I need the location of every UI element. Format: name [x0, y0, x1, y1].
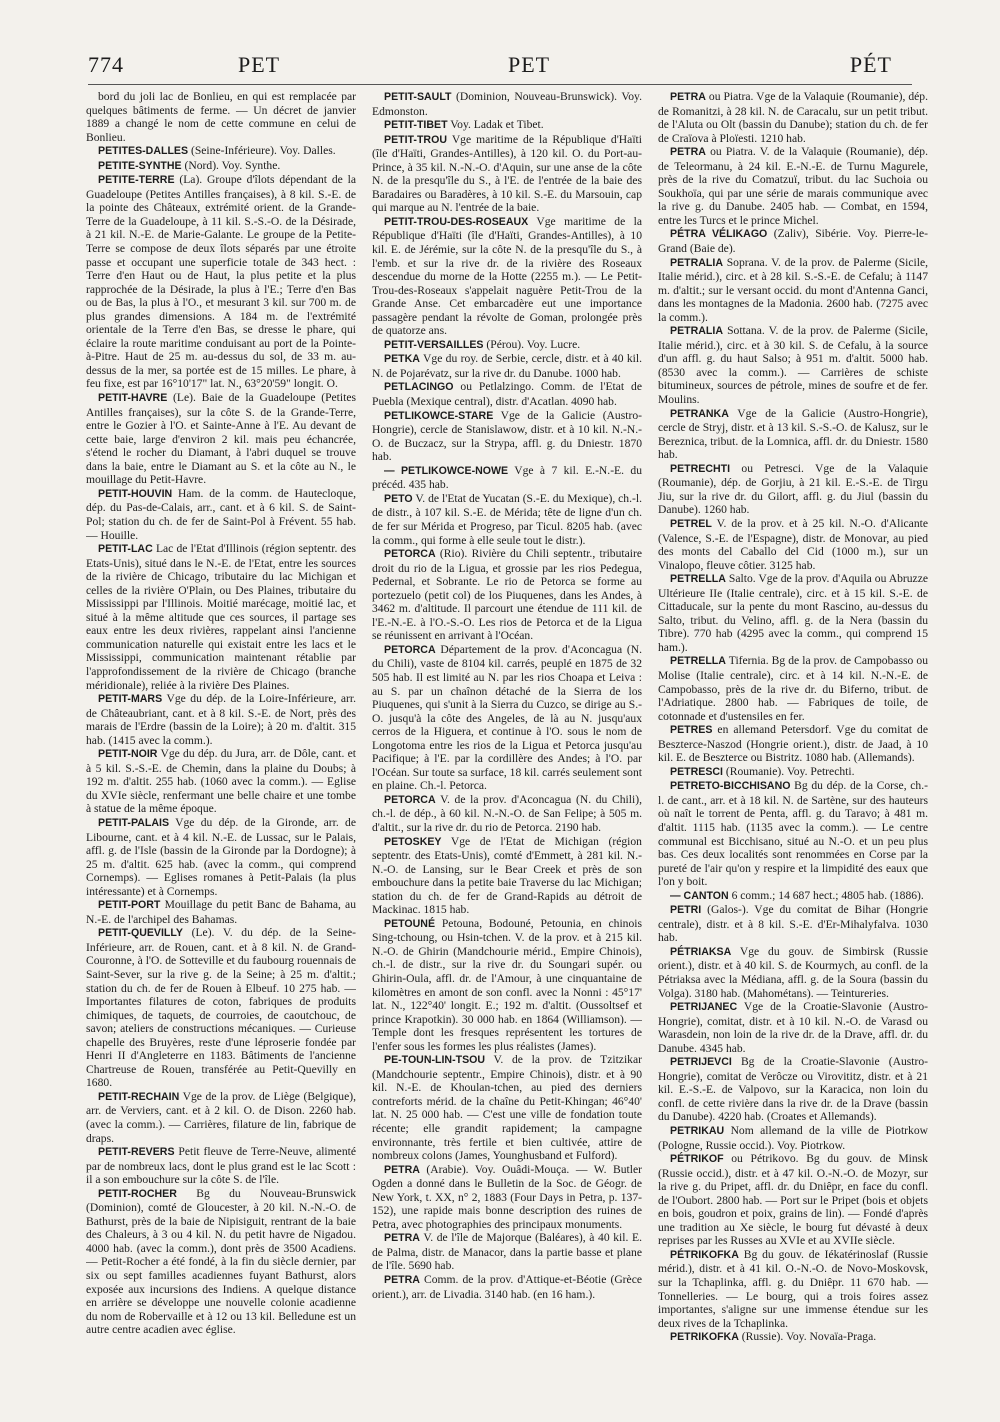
dictionary-entry: [372, 215, 642, 338]
dictionary-entry: [658, 723, 928, 765]
dictionary-entry: [372, 1231, 642, 1273]
entry-headword: — CANTON: [670, 889, 729, 902]
entry-text: Lac de l'Etat d'Illinois (région septentr. des Etats-Unis), situé dans le N.-E. de l'Etat, entre les sources de la rivière de Chicago, tributaire du lac Michigan et celles de la rivière O'Plain, ou Des Plaines, tributaire du Mississippi par l'Illinois. Moitié marécage, moitié lac, et situé à la même altitude que ces sources, il partage ses eaux entre les deux rivières, rappelant ainsi l'ancienne communication naturelle qui existait entre les lacs et le Mississippi, communication maintenant rétablie par l'approfondissement de la rivière de Chicago (branche méridionale), reliée à la rivière Des Plaines.: [86, 542, 356, 692]
entry-headword: PETIT-ROCHER: [98, 1187, 177, 1200]
entry-headword: PETORCA: [384, 548, 436, 561]
entry-headword: PETO: [384, 492, 413, 505]
dictionary-entry: [372, 547, 642, 643]
dictionary-entry: [658, 572, 928, 654]
entry-text: Bg de la Croatie-Slavonie (Austro-Hongrie), comitat de Verôcze ou Virovititz, distr. et à 21 kil. E.-S.-E. de Valpovo, sur la Karacica, non loin du confl. de cette rivière dans la rive dr. de la Drave (bassin du Danube). 4220 hab. (Croates et Allemands).: [658, 1055, 928, 1124]
dictionary-entry: [86, 159, 356, 174]
entry-headword: PETRA: [384, 1232, 420, 1245]
entry-headword: PÉTRIKOF: [670, 1153, 724, 1166]
entry-headword: PETIT-SAULT: [384, 91, 452, 103]
entry-text: (Pérou). Voy. Lucre.: [486, 337, 581, 351]
dictionary-entry: [658, 1000, 928, 1055]
dictionary-entry: [658, 256, 928, 325]
entry-text: Vge à 7 kil. E.-N.-E. du précéd. 435 hab.: [372, 463, 642, 492]
entry-text: Tifernia. Bg de la prov. de Campobasso ou Molise (Italie centrale), circ. et à 14 kil. N.-N.-E. de Campobasso, près de la rive dr. du Biferno, tribut. de l'Adriatique. 2800 hab. — Fabriques de toile, de cotonnade et d'ustensiles en fer.: [658, 654, 928, 723]
dictionary-entry: [372, 380, 642, 408]
page-number: 774: [88, 52, 124, 77]
running-head-right: PÉT: [849, 52, 892, 77]
dictionary-entry: [86, 816, 356, 898]
entry-text: (Nord). Voy. Synthe.: [184, 158, 281, 172]
running-head-left: PET: [238, 52, 281, 77]
dictionary-entry: [372, 835, 642, 917]
dictionary-entry: [86, 747, 356, 816]
dictionary-entry: [86, 542, 356, 692]
entry-text: Bg du Nouveau-Brunswick (Dominion), comté de Gloucester, à 20 kil. N.-N.-O. de Bathurst, près de la baie de Nipisiguit, rentrant de la baie des Chaleurs, à 3 ou 4 kil. N. du petit havre de Nigadou. 4000 hab. (avec la comm.), dont près de 3500 Acadiens. — Petit-Rocher a été fondé, à la fin du siècle dernier, par six ou sept familles acadiennes fuyant Bathurst, alors exposée aux incursions des Indiens. A quelque distance en arrière se développe une nouvelle colonie acadienne du nom de Robervaille et à 12 ou 13 kil. Belledune est un autre centre acadien avec église.: [86, 1186, 356, 1337]
entry-headword: PETIT-LAC: [98, 543, 153, 556]
entry-headword: PETKA: [384, 353, 420, 366]
entry-headword: PETRECHTI: [670, 462, 731, 475]
entry-text: Vge de la Galicie (Austro-Hongrie), cercle de Stanislawow, distr. et à 10 kil. N.-N.-O. de Buczacz, sur la Strypa, affl. g. du Dniestr. 1870 hab.: [372, 408, 642, 464]
entry-headword: PÉTRIAKSA: [670, 945, 732, 958]
dictionary-entry: [658, 903, 928, 945]
dictionary-entry: [658, 654, 928, 723]
entry-headword: PETIT-HOUVIN: [98, 487, 173, 500]
dictionary-entry: [372, 464, 642, 492]
dictionary-entry: [658, 407, 928, 462]
text-column-1: [86, 90, 356, 1380]
dictionary-entry: [86, 90, 356, 144]
entry-text: ou Piatra. V. de la Valaquie (Roumanie), dép. de Teleormanu, à 24 kil. E.-N.-E. de Turnu Magurele, près de la rive du Comatzuï, tribut. du lac Suchoia ou Soukhoïa, qui par une série de marais communique avec la rive g. du Danube. 2405 hab. — Combat, en 1594, entre les Turcs et le prince Michel.: [658, 145, 928, 227]
entry-headword: PETRANKA: [670, 407, 729, 420]
entry-headword: PETRESCI: [670, 765, 723, 778]
text-column-2: [372, 90, 642, 1380]
entry-headword: PETRIKOFKA: [670, 1331, 739, 1344]
entry-text: Voy. Ladak et Tibet.: [450, 118, 544, 132]
entry-text: Vge du roy. de Serbie, cercle, distr. et à 40 kil. N. de Pojarévatz, sur la rive dr. du Danube. 1000 hab.: [372, 352, 642, 380]
entry-headword: PETIT-TROU-DES-ROSEAUX: [384, 215, 529, 228]
dictionary-entry: [372, 643, 642, 793]
entry-headword: PETRA: [670, 146, 706, 159]
entry-text: Salto. Vge de la prov. d'Aquila ou Abruzze Ultérieure IIe (Italie centrale), circ. et à 15 kil. S.-E. de Cittaducale, sur la pente du mont Rascino, au-dessus du Salto, tribut. du Velino, affl. g. de la Nera (bassin du Tibre). 770 hab (4295 avec la comm., qui comprend 15 ham.).: [658, 572, 928, 654]
entry-text: Vge du dép. de la Loire-Inférieure, arr. de Châteaubriant, cant. et à 8 kil. S.-E. de Nort, près des marais de l'Erdre (bassin de la Loire); à 20 m. d'altit. 315 hab. (1415 avec la comm.).: [86, 692, 356, 747]
entry-headword: PETITE-TERRE: [98, 174, 175, 187]
dictionary-entry: [658, 324, 928, 406]
entry-headword: PETIT-NOIR: [98, 748, 158, 761]
dictionary-entry: [372, 793, 642, 835]
entry-headword: PETIT-TROU: [384, 133, 447, 146]
entry-headword: PETIT-QUEVILLY: [98, 927, 183, 940]
entry-text: Petouna, Bodouné, Petounia, en chinois Sing-tchoung, ou Hsin-tchen. V. de la prov. et à 215 kil. N.-O. de Ghirin (Mandchourie mérid., Empire Chinois), ch.-l. de distr., sur la rive dr. du Soungari supér. ou Ghirin-Oula, affl. dr. de l'Amour, à une cinquantaine de kilomètres en amont de son confl. avec la Nonni : 45°17' lat. N., 122°40' longit. E.; 192 m. d'altit. (Oussoltsef et prince Krapotkin). 30 000 hab. en 1864 (Williamson). — Temple dont les fresques représentent les tortures de l'enfer sous les formes les plus réalistes (James).: [372, 916, 642, 1053]
entry-headword: PETOUNÉ: [384, 917, 436, 930]
entry-text: Soprana. V. de la prov. de Palerme (Sicile, Italie mérid.), circ. et à 28 kil. S.-S.-E. de Cefalu; à 1147 m. d'altit.; sur le versant occid. du mont d'Antenna Ganci, dans les montagnes de la Madonia. 2600 hab. (7275 avec la comm.).: [658, 255, 928, 324]
dictionary-entry: [372, 1163, 642, 1232]
entry-text: Vge de la Galicie (Austro-Hongrie), cercle de Stryj, distr. et à 13 kil. S.-S.-O. de Kalusz, sur le Bereznica, tribut. de la Lomnica, affl. dr. du Dniestr. 1580 hab.: [658, 406, 928, 462]
entry-text: Vge du dép. du Jura, arr. de Dôle, cant. et à 5 kil. S.-S.-E. de Chemin, dans la plaine du Doubs; à 192 m. d'altit. 255 hab. (1060 avec la comm.). — Eglise du XVIe siècle, renfermant une belle chaire et une tombe à statue de la même époque.: [86, 747, 356, 816]
text-column-3: [658, 90, 928, 1380]
dictionary-entry: [372, 917, 642, 1053]
entry-text: (Russie). Voy. Novaïa-Praga.: [741, 1330, 877, 1344]
dictionary-entry: [658, 227, 928, 255]
entry-headword: PETRI: [670, 904, 702, 917]
entry-headword: PETIT-TIBET: [384, 119, 448, 132]
entry-headword: PETRALIA: [670, 256, 723, 269]
entry-text: ou Pétrikovo. Bg du gouv. de Minsk (Russie occid.), distr. et à 47 kil. O.-N.-O. de Mozyr, sur la rive g. du Pripet, affl. dr. du Dniêpr, en face du confl. de l'Oubort. 2800 hab. — Port sur le Pripet (bois et objets en bois, goudron et poix, grains de lin). — Fondé d'après une tradition au Xe siècle, le bourg fut dévasté à deux reprises par les Russes au XVIe et au XVIIe siècle.: [658, 1152, 928, 1248]
entry-text: ou Piatra. Vge de la Valaquie (Roumanie), dép. de Romanitzi, à 28 kil. N. de Caracalu, sur un petit tribut. de l'Aluta ou Olt (bassin du Danube); station du ch. de fer de Craïova à Ploïesti. 1210 hab.: [658, 90, 928, 145]
entry-text: 6 comm.; 14 687 hect.; 4805 hab. (1886).: [731, 888, 924, 902]
entry-text: (Roumanie). Voy. Petrechti.: [725, 764, 855, 778]
entry-headword: PETITES-DALLES: [98, 145, 189, 158]
entry-text: Vge de la Croatie-Slavonie (Austro-Hongrie), comitat, distr. et à 10 kil. N.-O. de Varasd ou Warasdein, non loin de la rive dr. de la Drave, affl. dr. du Danube. 4345 hab.: [658, 1000, 928, 1055]
entry-headword: PETRELLA: [670, 655, 726, 668]
entry-headword: PETIT-PALAIS: [98, 816, 170, 829]
dictionary-entry: [372, 1273, 642, 1301]
entry-headword: PETOSKEY: [384, 835, 442, 848]
dictionary-entry: [86, 487, 356, 542]
entry-text: V. de l'Etat de Yucatan (S.-E. du Mexique), ch.-l. de distr., à 107 kil. S.-E. de Mérida; tête de ligne d'un ch. de fer sur Mérida et Progreso, par Ticul. 8205 hab. (avec la comm., qui forme à elle seule tout le distr.).: [372, 491, 642, 547]
dictionary-entry: [658, 889, 928, 904]
entry-text: (Le). Baie de la Guadeloupe (Petites Antilles françaises), sur la côte S. de la Grande-Terre, entre le Gozier à l'O. et Sainte-Anne à l'E. Au devant de cette baie, large d'environ 2 kil. mais peu échancrée, s'étend le rocher du Diamant, à l'abri duquel se trouve dans la baie, entre le Diamant au S. et la côte au N., le mouillage du Petit-Havre.: [86, 391, 356, 487]
dictionary-entry: [86, 898, 356, 926]
entry-text: (Le). V. du dép. de la Seine-Inférieure, arr. de Rouen, cant. et à 8 kil. N. de Grand-Couronne, à l'O. de Sotteville et du faubourg rouennais de Saint-Sever, sur la rive g. de la Seine; à 25 m. d'altit.; station du ch. de fer de Rouen à Elbeuf. 10 275 hab. — Importantes filatures de coton, fabriques de produits chimiques, de taquets, de courroies, de caoutchouc, de savon; ateliers de constructions mécaniques. — Curieuse chapelle des Bruyères, reste d'une léproserie fondée par Henri II d'Angleterre en 1183. Bâtiments de l'ancienne Chartreuse de Rouen, transférée au Petit-Quevilly en 1680.: [86, 926, 356, 1090]
entry-text: V. de la prov. d'Aconcagua (N. du Chili), ch.-l. de dép., à 60 kil. N.-N.-O. de San Felipe; à 505 m. d'altit., sur la rive dr. du rio de Petorca. 2190 hab.: [372, 792, 642, 834]
dictionary-entry: [86, 173, 356, 391]
entry-text: Petit fleuve de Terre-Neuve, alimenté par de nombreux lacs, dont le plus grand est le lac Scott : il a son embouchure sur la côte S. de l'île.: [86, 1145, 356, 1187]
entry-headword: PETIT-REVERS: [98, 1146, 175, 1159]
dictionary-entry: [372, 409, 642, 464]
entry-text: Vge maritime de la République d'Haïti (île d'Haïti, Grandes-Antilles), à 10 kil. E. de Jérémie, sur la côte N. de la presqu'île du S., à l'emb. et sur la rive dr. de la rivière des Roseaux descendue du morne de la Hotte (2255 m.). — Le Petit-Trou-des-Roseaux s'appelait naguère Petit-Trou de la Grande Anse. Cet embarcadère eut une importance passagère pendant la révolte de Goman, prolongée près de quatorze ans.: [372, 214, 642, 338]
dictionary-entry: [86, 692, 356, 747]
entry-text: Département de la prov. d'Aconcagua (N. du Chili), vaste de 8104 kil. carrés, peuplé en 1875 de 32 505 hab. Il est limité au N. par les rios Choapa et Leiva : au S. par un chaînon détaché de la Sierra de los Piuquenes, qui s'unit à la Sierra du Cuzco, se dirige au S.-O. jusqu'à la côte des Angeles, de là au N. jusqu'aux cerros de la Higuera, et continue à l'O. sous le nom de Longotoma entre les rios de la Ligua et Petorca jusqu'au Pacifique; à l'E. par la cordillère des Andes; à l'O. par l'Océan. Sur toute sa surface, 18 kil. carrés seulement sont en plaine. Ch.-l. Petorca.: [372, 642, 642, 793]
entry-text: Mouillage du petit Banc de Bahama, au N.-E. de l'archipel des Bahamas.: [86, 898, 356, 926]
dictionary-entry: [658, 945, 928, 1000]
entry-headword: PETORCA: [384, 643, 436, 656]
entry-text: bord du joli lac de Bonlieu, en qui est remplacée par quelques bâtiments de ferme. — Un décret de janvier 1889 a changé le nom de cette commune en celui de Bonlieu.: [86, 90, 356, 144]
entry-text: Vge de l'Etat de Michigan (région septentr. des Etats-Unis), comté d'Emmett, à 281 kil. N.-N.-O. de Lansing, sur le Bear Creek et près de son embouchure dans la petite baie Traverse du lac Michigan; station du ch. de fer de Grand-Rapids au détroit de Mackinac. 1815 hab.: [372, 834, 642, 917]
entry-text: ou Petresci. Vge de la Valaquie (Roumanie), dép. de Gorjiu, à 21 kil. E.-S.-E. de Tirgu Jiu, sur la rive dr. du Gilort, affl. g. du Jiul (bassin du Danube). 1260 hab.: [658, 461, 928, 517]
entry-text: (La). Groupe d'îlots dépendant de la Guadeloupe (Petites Antilles françaises), à 8 kil. S.-E. de la pointe des Châteaux, extrémité orient. de la Grande-Terre de la Guadeloupe, à 11 kil. S.-S.-O. de la Désirade, à 21 kil. N.-E. de Marie-Galante. Le groupe de la Petite-Terre se compose de deux îlots séparés par une étroite passe et occupant une superficie totale de 343 hect. : Terre d'en Haut ou de Haut, la plus petite et la plus rapprochée de la Désirade, la plus à l'E.; Terre d'en Bas ou de Bas, la plus à l'O., et mesurant 3 kil. sur 700 m. de plus grandes dimensions. A 184 m. de l'extrémité orientale de la Terre d'en Bas, se dresse le phare, qui éclaire la route maritime conduisant au port de la Pointe-à-Pitre. Haut de 25 m. au-dessus du sol, de 33 m. au-dessus de la mer, sa portée est de 15 milles. Le phare, à feu fixe, est par 16°10'17" lat. N., 63°20'59" longit. O.: [86, 173, 356, 391]
dictionary-entry: [658, 462, 928, 517]
dictionary-entry: [372, 90, 642, 118]
entry-text: Vge de la prov. de Liège (Belgique), arr. de Verviers, cant. et à 2 kil. O. de Dison. 2260 hab. (avec la comm.). — Carrières, filature de lin, fabrique de draps.: [86, 1089, 356, 1145]
entry-text: Bg du gouv. de Iékatérinoslaf (Russie mérid.), distr. et à 41 kil. O.-N.-O. de Novo-Moskovsk, sur la Tchaplinka, affl. g. du Dniêpr. 11 670 hab. — Tonnelleries. — Le bourg, qui a trois foires assez importantes, s'aligne sur une immense étendue sur les deux rives de la Tchaplinka.: [658, 1247, 928, 1330]
entry-headword: PETRA: [384, 1274, 420, 1287]
dictionary-entry: [86, 391, 356, 487]
entry-text: Vge du gouv. de Simbirsk (Russie orient.), distr. et à 40 kil. S. de Kourmych, au confl. de la Pétriaksa avec la Médiana, affl. g. de la Soura (bassin du Volga). 3180 hab. (Mahométans). — Teintureries.: [658, 944, 928, 1000]
entry-text: Comm. de la prov. d'Attique-et-Béotie (Grèce orient.), arr. de Livadia. 3140 hab. (en 16 ham.).: [372, 1273, 642, 1301]
entry-headword: PETIT-MARS: [98, 693, 163, 706]
entry-text: V. de l'île de Majorque (Baléares), à 40 kil. E. de Palma, distr. de Manacor, dans la partie basse et plane de l'île. 5690 hab.: [372, 1231, 642, 1273]
dictionary-entry: [658, 765, 928, 780]
dictionary-entry: [658, 517, 928, 572]
dictionary-entry: [658, 90, 928, 145]
entry-headword: PETIT-VERSAILLES: [384, 338, 484, 351]
entry-headword: PETRIKAU: [670, 1125, 725, 1138]
dictionary-entry: [372, 133, 642, 215]
entry-text: ou Petlalzingo. Comm. de l'Etat de Puebla (Mexique central), distr. d'Acatlan. 4090 hab.: [372, 380, 642, 409]
entry-headword: PETREL: [670, 517, 712, 530]
entry-text: (Rio). Rivière du Chili septentr., tributaire droit du rio de la Ligua, et grossie par les rios Pedegua, Pedernal, et Sobrante. Le rio de Petorca se forme au portezuelo (petit col) de los Piuquenes, dans les Andes, à 3462 m. d'altitude. Il parcourt une étendue de 111 kil. de l'E.-N.-E. à l'O.-S.-O. Les rios de Petorca et de la Ligua se réunissent en arrivant à l'Océan.: [372, 547, 642, 643]
entry-headword: PETRIJANEC: [670, 1001, 738, 1014]
entry-text: V. de la prov. de Tzitzikar (Mandchourie septentr., Empire Chinois), distr. et à 90 kil. N.-E. de Khoulan-tchen, au pied des derniers contreforts mérid. de la chaîne du Petit-Khingan; 46°40' lat. N. 25 000 hab. — C'est une ville de fondation toute récente; elle grandit rapidement; la campagne environnante, très fertile et bien cultivée, attire de nombreux colons (James, Younghusband et Fulford).: [372, 1053, 642, 1163]
dictionary-entry: [86, 1187, 356, 1337]
entry-text: (Arabie). Voy. Ouâdi-Mouça. — W. Butler Ogden a donné dans le Bulletin de la Soc. de Géogr. de New York, t. XX, n° 2, 1883 (Four Days in Petra, p. 137-152), une rapide mais bonne description des ruines de Petra, avec photographies des principaux monuments.: [372, 1162, 642, 1231]
dictionary-entry: [658, 145, 928, 227]
entry-headword: PETLACINGO: [384, 381, 454, 394]
dictionary-entry: [372, 338, 642, 353]
entry-headword: — PETLIKOWCE-NOWE: [384, 464, 509, 477]
entry-text: Bg du dép. de la Corse, ch.-l. de cant., arr. et à 18 kil. N. de Sartène, sur des hauteurs où naît le torrent de Penta, affl. g. du Taravo; à 481 m. d'altit. 1115 hab. (1135 avec la comm.). — Le centre communal est Bicchisano, situé au N.-O. et un peu plus bas. Ces deux localités sont renommées en Corse par la pureté de l'air qu'on y respire et la limpidité des eaux que l'on y boit.: [658, 779, 928, 889]
entry-text: (Seine-Inférieure). Voy. Dalles.: [190, 144, 336, 158]
entry-text: (Galos-). Vge du comitat de Bihar (Hongrie centrale), distr. et à 8 kil. S.-E. d'Er-Mihalyfalva. 1030 hab.: [658, 903, 928, 945]
dictionary-entry: [372, 118, 642, 133]
entry-headword: PETRALIA: [670, 325, 723, 338]
entry-text: (Dominion, Nouveau-Brunswick). Voy. Edmonston.: [372, 90, 642, 118]
entry-text: Sottana. V. de la prov. de Palerme (Sicile, Italie mérid.), circ. et à 30 kil. S. de Cefalu, à la source d'un affl. g. du haut Salso; à 951 m. d'altit. 5000 hab. (8530 avec la comm.). — Carrières de schiste bitumineux, sources de pétrole, mines de soufre et de fer. Moulins.: [658, 324, 928, 407]
entry-headword: PETRA: [670, 91, 706, 103]
entry-headword: PETIT-RECHAIN: [98, 1090, 180, 1103]
entry-text: en allemand Petersdorf. Vge du comitat de Beszterce-Naszod (Hongrie orient.), distr. de Jaad, à 10 kil. E. de Beszterce ou Bistritz. 1080 hab. (Allemands).: [658, 723, 928, 765]
running-head: [88, 48, 912, 85]
dictionary-entry: [86, 926, 356, 1090]
entry-headword: PE-TOUN-LIN-TSOU: [384, 1054, 486, 1067]
dictionary-entry: [658, 779, 928, 888]
entry-headword: PETRES: [670, 724, 713, 737]
running-head-center: PET: [508, 52, 551, 77]
entry-headword: PETRELLA: [670, 573, 726, 586]
entry-headword: PÉTRIKOFKA: [670, 1248, 739, 1261]
dictionary-entry: [658, 1124, 928, 1152]
entry-text: Vge maritime de la République d'Haïti (île d'Haïti, Grandes-Antilles), à 120 kil. O. du Port-au-Prince, à 35 kil. N.-N.-O. d'Aquin, sur une anse de la côte N. de la presqu'île du S., à l'E. de l'entrée de la baie des Baradaires ou Baradères, à 10 kil. S.-E. du Marsouin, cap qui marque au N. l'entrée de la baie.: [372, 132, 642, 215]
dictionary-entry: [86, 144, 356, 159]
entry-text: V. de la prov. et à 25 kil. N.-O. d'Alicante (Valence, S.-E. de l'Espagne), distr. de Monovar, au pied des monts del Caballo del Cid (1000 m.), sur un Vinalopo, fleuve côtier. 3125 hab.: [658, 516, 928, 572]
entry-text: Ham. de la comm. de Hautecloque, dép. du Pas-de-Calais, arr., cant. et à 6 kil. S. de Saint-Pol; station du ch. de fer de Saint-Pol à Frévent. 55 hab. — Houille.: [86, 486, 356, 542]
entry-text: (Zaliv), Sibérie. Voy. Pierre-le-Grand (Baie de).: [658, 227, 928, 256]
entry-headword: PETITE-SYNTHE: [98, 159, 182, 172]
entry-headword: PETIT-PORT: [98, 899, 161, 912]
dictionary-entry: [658, 1055, 928, 1124]
entry-headword: PETRETO-BICCHISANO: [670, 780, 791, 793]
entry-text: Vge du dép. de la Gironde, arr. de Libourne, cant. et à 4 kil. N.-E. de Lussac, sur le Palais, affl. g. de l'Isle (bassin de la Gironde par la Dordogne); à 25 m. d'altit. 625 hab. (avec la comm., qui comprend Cornemps). — Eglises romanes à Petit-Palais (la plus intéressante) et à Cornemps.: [86, 815, 356, 898]
dictionary-entry: [658, 1152, 928, 1248]
entry-headword: PETRA: [384, 1163, 420, 1176]
dictionary-entry: [86, 1090, 356, 1145]
entry-headword: PETIT-HAVRE: [98, 392, 168, 405]
dictionary-entry: [658, 1248, 928, 1330]
entry-headword: PÉTRA VÉLIKAGO: [670, 228, 768, 241]
dictionary-entry: [372, 492, 642, 547]
entry-headword: PETRIJEVCI: [670, 1056, 732, 1069]
entry-text: Nom allemand de la ville de Piotrkow (Pologne, Russie occid.). Voy. Piotrkow.: [658, 1124, 928, 1152]
dictionary-entry: [86, 1145, 356, 1187]
entry-headword: PETORCA: [384, 793, 436, 806]
dictionary-entry: [372, 352, 642, 380]
entry-headword: PETLIKOWCE-STARE: [384, 409, 494, 422]
dictionary-entry: [658, 1330, 928, 1345]
dictionary-entry: [372, 1053, 642, 1162]
